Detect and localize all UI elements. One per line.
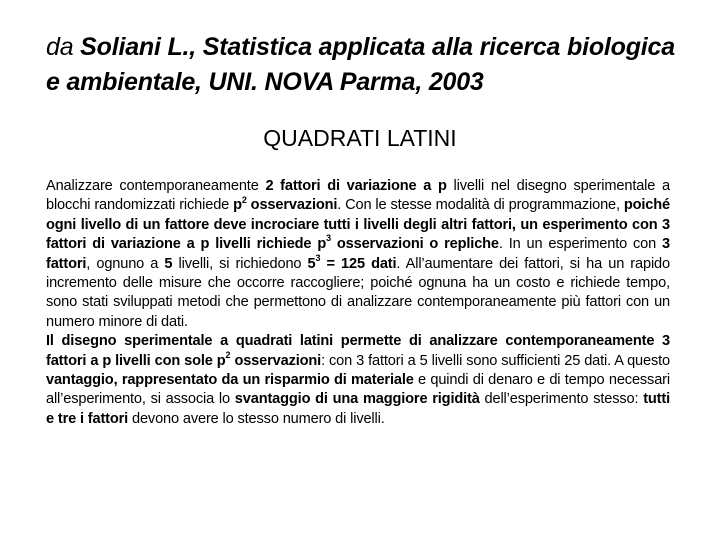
- text-run: devono avere lo stesso numero di livelli.: [128, 410, 385, 427]
- page-title: QUADRATI LATINI: [263, 125, 457, 151]
- text-run: . Con le stesse modalità di programmazione,: [337, 197, 624, 214]
- text-run: . In un esperimento con: [498, 236, 663, 253]
- text-run: , ognuno a: [86, 255, 165, 272]
- citation-author-title: Soliani L., Statistica applicata alla ricerca biologica: [80, 33, 675, 61]
- paragraph-1: [46, 177, 670, 332]
- text-run-bold: osservazioni: [246, 197, 338, 214]
- text-run: e quindi di denaro e di tempo necessari all’esperimento, si associa lo: [46, 372, 670, 408]
- text-run-bold: osservazioni: [230, 352, 322, 369]
- superscript: 3: [315, 252, 321, 263]
- text-run-bold: 2 fattori di variazione a p: [265, 178, 447, 194]
- text-run-bold: Il disegno sperimentale a quadrati latini permette di analizzare contemporaneamente 3 fattori a p livelli con sole p: [46, 333, 670, 369]
- text-run-bold: tutti e tre i fattori: [46, 391, 671, 427]
- text-run-bold: poiché ogni livello di un fattore deve incrociare tutti i livelli degli altri fattori, un esperimento con 3 fattori di variazione a p livelli richiede p: [46, 197, 671, 253]
- text-run-bold: 3 fattori: [46, 236, 670, 272]
- body-text: [46, 177, 670, 429]
- superscript: 3: [326, 233, 331, 244]
- text-run: livelli, si richiedono: [172, 255, 308, 272]
- text-run: : con 3 fattori a 5 livelli sono sufficienti 25 dati. A questo: [321, 352, 670, 369]
- text-run-bold: 5: [307, 255, 316, 272]
- text-run-bold: = 125 dati: [320, 255, 397, 272]
- citation-prefix: da: [46, 33, 81, 61]
- superscript: 2: [241, 194, 247, 205]
- text-run: Analizzare contemporaneamente: [46, 178, 266, 194]
- text-run: . All’aumentare dei fattori, si ha un rapido incremento delle misure che occorre raccogliere; poiché ognuna ha un costo e richiede tempo, sono stati sviluppati metodi che permettono di analizzare contemporaneamente più fattori con un numero minore di dati.: [46, 255, 670, 330]
- text-run-bold: svantaggio di una maggiore rigidità: [234, 391, 480, 408]
- text-run: dell’esperimento stesso:: [479, 391, 644, 408]
- text-run-bold: 5: [164, 255, 173, 272]
- paragraph-2: [46, 332, 670, 429]
- citation: [46, 30, 686, 100]
- text-run: livelli nel disegno sperimentale a blocchi randomizzati richiede: [46, 178, 670, 214]
- superscript: 2: [225, 349, 231, 360]
- text-run-bold: vantaggio, rappresentato da un risparmio di materiale: [46, 372, 414, 389]
- text-run-bold: osservazioni o repliche: [330, 236, 499, 253]
- citation-publisher: e ambientale, UNI. NOVA Parma, 2003: [46, 68, 484, 96]
- text-run-bold: p: [233, 197, 242, 214]
